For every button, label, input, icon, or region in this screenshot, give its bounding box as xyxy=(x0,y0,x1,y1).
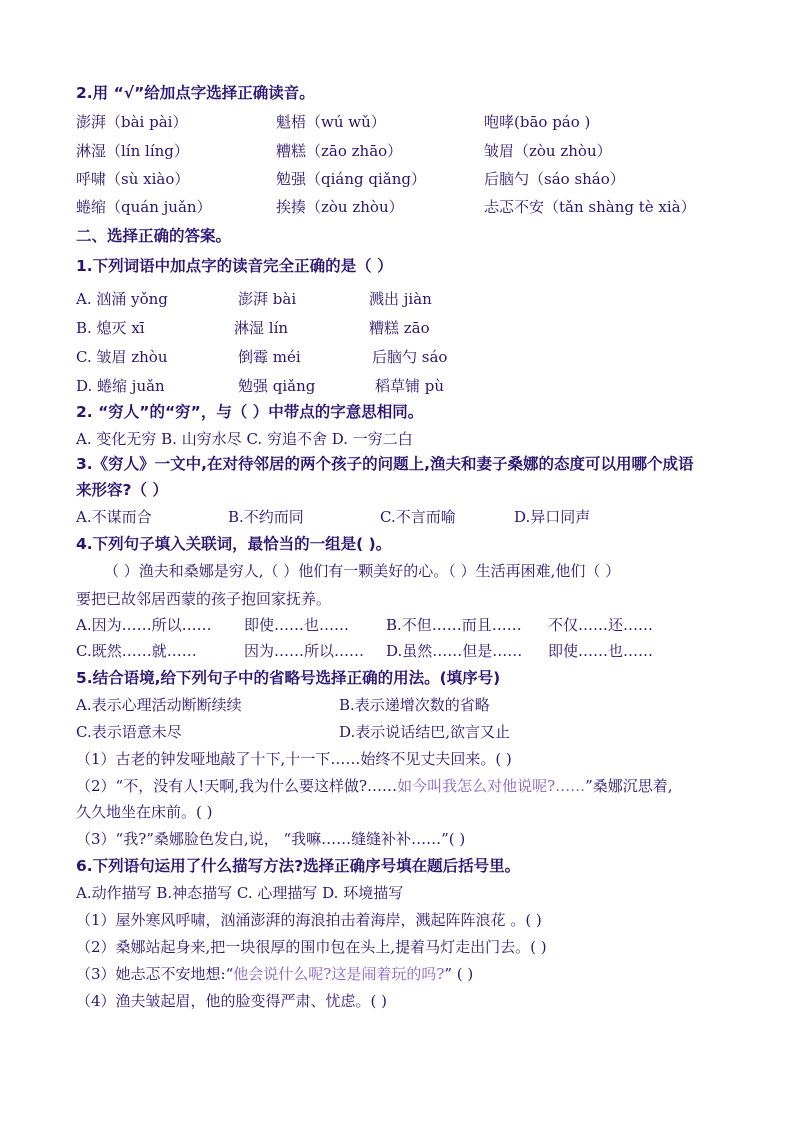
q1-option: 糟糕 zāo xyxy=(369,319,430,337)
q4-option: 因为……所以…… xyxy=(244,642,365,660)
q1-option: D. 蜷缩 juǎn xyxy=(76,377,165,395)
q1-title: 1.下列词语中加点字的读音完全正确的是（ ） xyxy=(76,257,393,275)
q4-sentence-cont: 要把已故邻居西蒙的孩子抱回家抚养。 xyxy=(76,590,332,608)
q4-option: 即使……也…… xyxy=(244,616,350,634)
q3-title-cont: 来形容?（ ） xyxy=(76,481,168,499)
q6-item-3 xyxy=(76,964,473,984)
pinyin-item: 澎湃（bài pài） xyxy=(76,113,188,131)
q5-item-1: （1）古老的钟发哑地敲了十下,十一下……始终不见丈夫回来。( ) xyxy=(76,750,512,768)
q4-option: 即使……也…… xyxy=(548,642,654,660)
q5-item-2 xyxy=(76,776,673,796)
q1-option: 淋湿 lín xyxy=(234,319,289,337)
q1-option: 稻草铺 pù xyxy=(375,377,445,395)
q3-option: D.异口同声 xyxy=(514,508,591,526)
q5-choice: C.表示语意未尽 xyxy=(76,723,182,741)
q6-item-3-text: （3）她忐忑不安地想:“ xyxy=(76,965,234,983)
q4-title: 4.下列句子填入关联词，最恰当的一组是( )。 xyxy=(76,535,392,553)
q1-option: 澎湃 bài xyxy=(238,290,297,308)
q1-option: 勉强 qiǎng xyxy=(238,377,316,395)
q1-option: 溅出 jiàn xyxy=(369,290,432,308)
q6-title: 6.下列语句运用了什么描写方法?选择正确序号填在题后括号里。 xyxy=(76,857,521,875)
pinyin-section-title: 2.用 “√”给加点字选择正确读音。 xyxy=(76,84,315,102)
q3-title: 3.《穷人》一文中,在对待邻居的两个孩子的问题上,渔夫和妻子桑娜的态度可以用哪个成语 xyxy=(76,455,694,473)
q6-item-3-highlight: 他会说什么呢?这是闹着玩的吗? xyxy=(233,965,445,983)
q5-item-2-cont: 久久地坐在床前。( ) xyxy=(76,803,213,821)
q5-title: 5.结合语境,给下列句子中的省略号选择正确的用法。(填序号) xyxy=(76,669,501,687)
pinyin-item: 咆哮(bāo páo ) xyxy=(484,113,591,131)
q6-item-1: （1）屋外寒风呼啸，汹涌澎湃的海浪拍击着海岸，溅起阵阵浪花 。( ) xyxy=(76,911,542,929)
q6-item-4: （4）渔夫皱起眉，他的脸变得严肃、忧虑。( ) xyxy=(76,992,388,1010)
q4-option: D.虽然……但是…… xyxy=(386,642,523,660)
q4-option: C.既然……就…… xyxy=(76,642,197,660)
q4-option: B.不但……而且…… xyxy=(386,616,522,634)
q1-option: C. 皱眉 zhòu xyxy=(76,348,168,366)
q4-option: A.因为……所以…… xyxy=(76,616,212,634)
q2-title: 2. “穷人”的“穷”，与（ ）中带点的字意思相同。 xyxy=(76,403,424,421)
q3-option: B.不约而同 xyxy=(228,508,304,526)
pinyin-item: 呼啸（sù xiào） xyxy=(76,170,190,188)
pinyin-item: 魁梧（wú wǔ） xyxy=(276,113,386,131)
q2-options: A. 变化无穷 B. 山穷水尽 C. 穷追不舍 D. 一穷二白 xyxy=(76,430,413,448)
q1-option: 倒霉 méi xyxy=(238,348,301,366)
q5-item-2-text-end: ”桑娜沉思着, xyxy=(585,777,673,795)
q3-option: C.不言而喻 xyxy=(380,508,456,526)
pinyin-item: 忐忑不安（tǎn shàng tè xià） xyxy=(484,198,696,216)
q1-option: A. 汹涌 yǒng xyxy=(76,290,168,308)
q5-item-3: （3）“我?”桑娜脸色发白,说， “我嘛……缝缝补补……”( ) xyxy=(76,830,466,848)
q1-option: B. 熄灭 xī xyxy=(76,319,145,337)
pinyin-item: 勉强（qiáng qiǎng） xyxy=(276,170,426,188)
q5-item-2-highlight: 如今叫我怎么对他说呢?…… xyxy=(397,777,586,795)
q4-sentence: （ ）渔夫和桑娜是穷人,（ ）他们有一颗美好的心。（ ）生活再困难,他们（ ） xyxy=(104,562,621,580)
pinyin-item: 淋湿（lín líng） xyxy=(76,142,189,160)
q5-item-2-text: （2）“不，没有人!天啊,我为什么要这样做?…… xyxy=(76,777,398,795)
pinyin-item: 糟糕（zāo zhāo） xyxy=(276,142,403,160)
pinyin-item: 皱眉（zòu zhòu） xyxy=(484,142,612,160)
q6-item-3-text-end: ” ( ) xyxy=(444,965,474,983)
q5-choice: B.表示递增次数的省略 xyxy=(339,696,490,714)
q1-option: 后脑勺 sáo xyxy=(372,348,448,366)
pinyin-item: 后脑勺（sáo sháo） xyxy=(484,170,625,188)
q4-option: 不仅……还…… xyxy=(548,616,654,634)
q6-choices: A.动作描写 B.神态描写 C. 心理描写 D. 环境描写 xyxy=(76,884,404,902)
pinyin-item: 挨揍（zòu zhòu） xyxy=(276,198,404,216)
q5-choice: A.表示心理活动断断续续 xyxy=(76,696,242,714)
part2-title: 二、选择正确的答案。 xyxy=(76,227,232,245)
q5-choice: D.表示说话结巴,欲言又止 xyxy=(339,723,511,741)
q3-option: A.不谋而合 xyxy=(76,508,152,526)
q6-item-2: （2）桑娜站起身来,把一块很厚的围巾包在头上,提着马灯走出门去。( ) xyxy=(76,938,547,956)
pinyin-item: 蜷缩（quán juǎn） xyxy=(76,198,212,216)
